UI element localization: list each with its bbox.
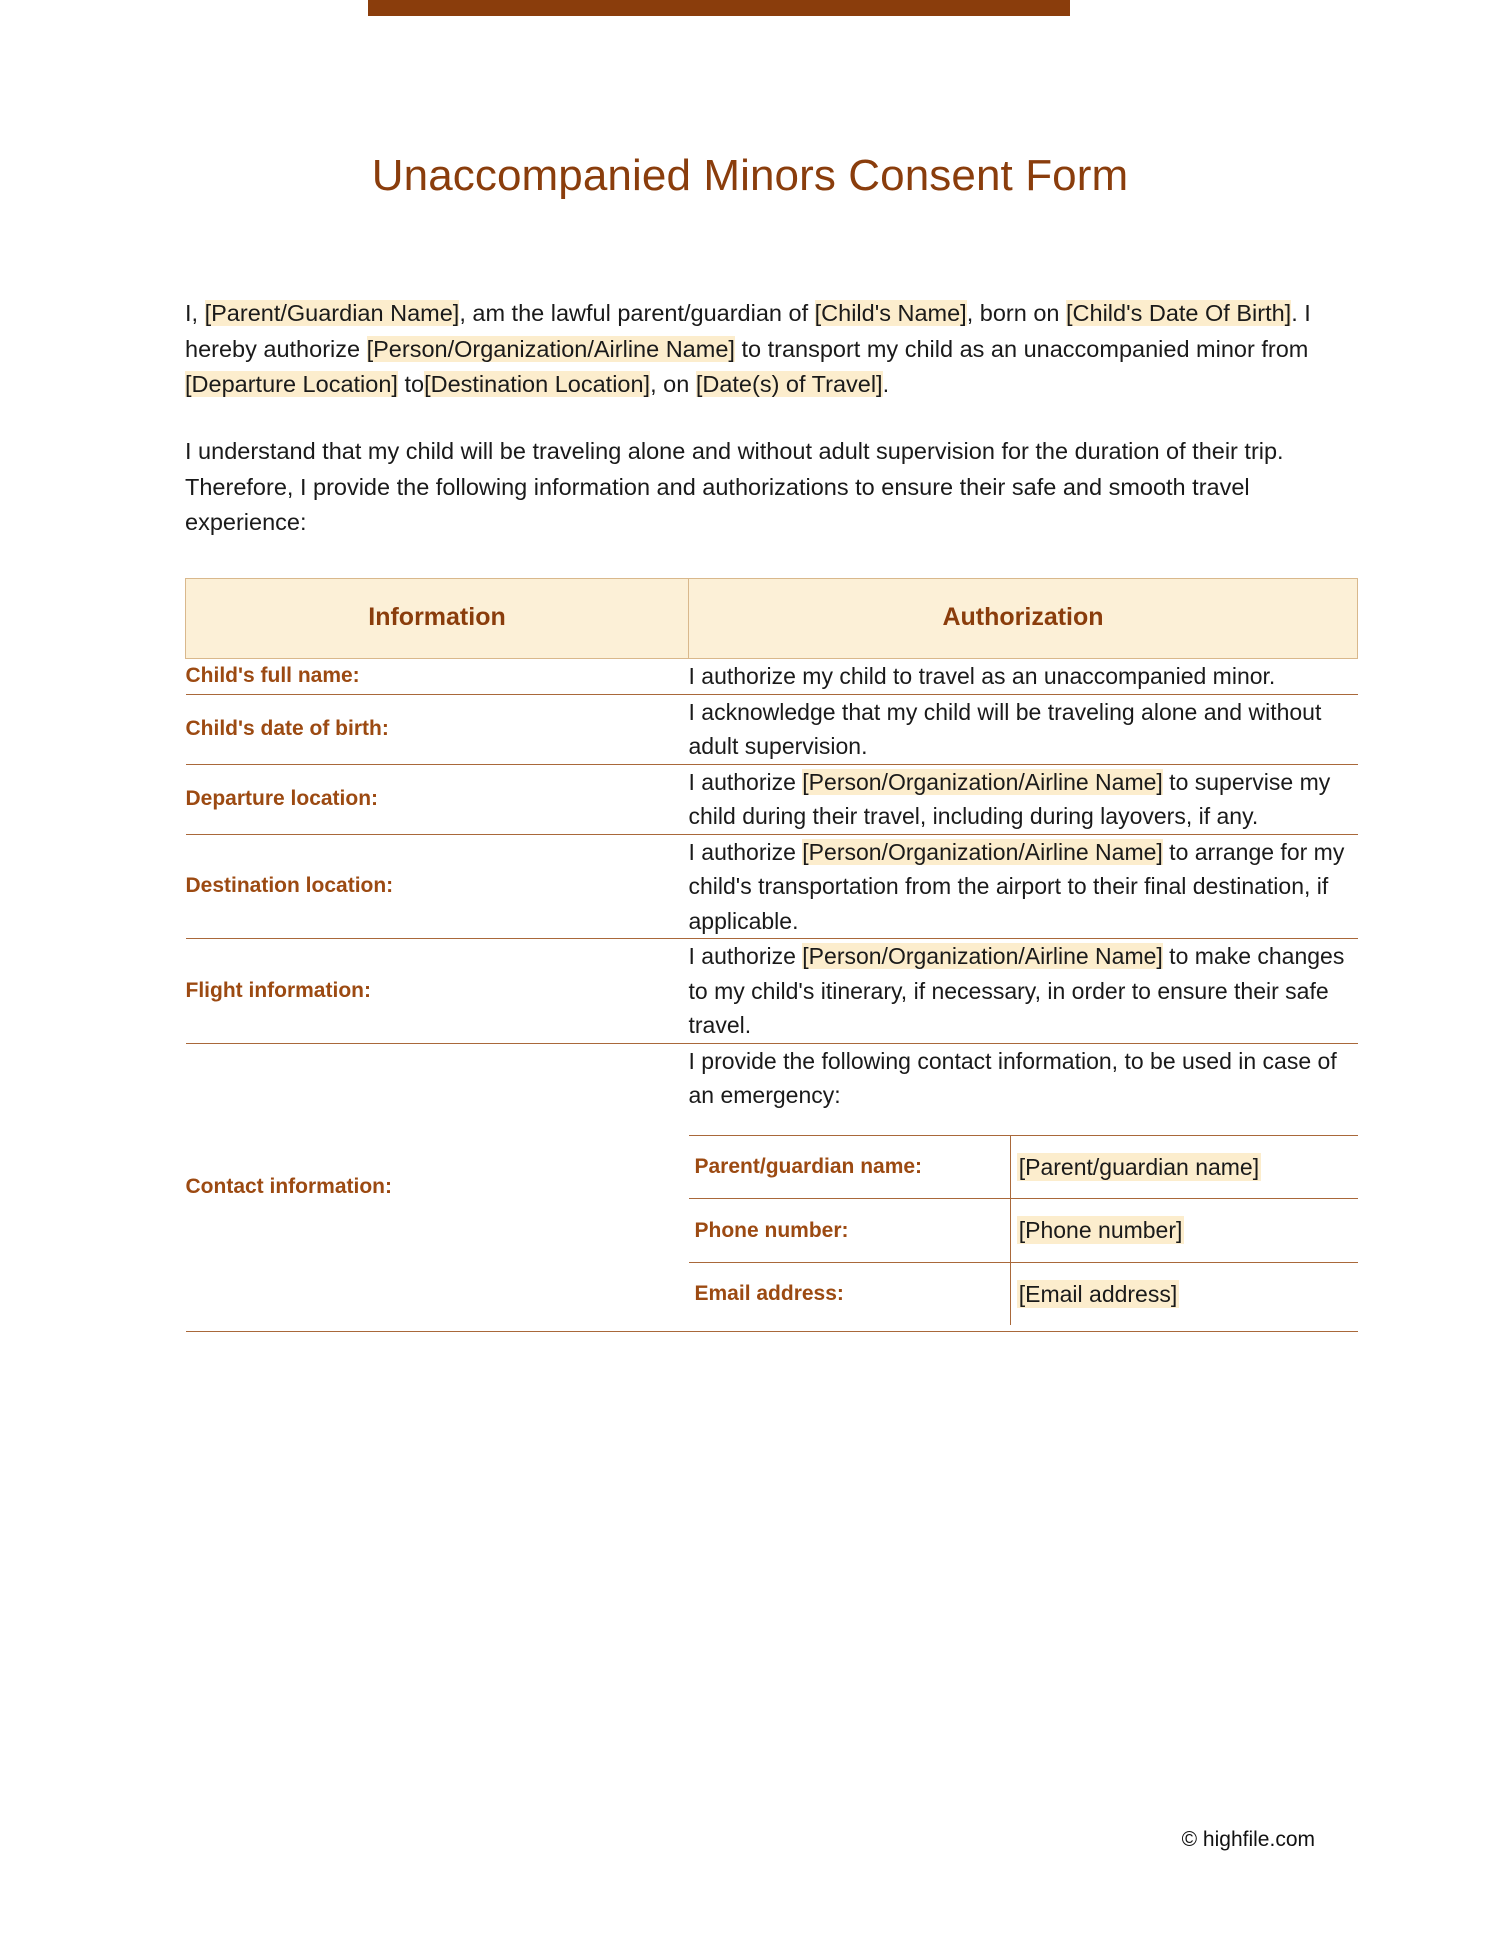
row-auth-departure-location	[689, 764, 1358, 834]
placeholder-parent-guardian-name[interactable]: [Parent/Guardian Name]	[204, 299, 460, 326]
contact-key-email-address: Email address:	[689, 1262, 1011, 1325]
auth-text-a: I acknowledge that my child will be traveling alone and without adult supervision.	[688, 698, 1322, 760]
row-auth-flight-information	[689, 939, 1358, 1044]
auth-text-a: I authorize my child to travel as an unaccompanied minor.	[688, 663, 1276, 690]
placeholder-childs-name[interactable]: [Child's Name]	[814, 299, 967, 326]
column-header-information: Information	[186, 579, 689, 659]
placeholder-airline-name-departure[interactable]: [Person/Organization/Airline Name]	[802, 768, 1163, 795]
table-row	[186, 694, 1358, 764]
contact-intro-text: I provide the following contact information, to be used in case of an emergency:	[688, 1047, 1337, 1109]
contact-key-parent-guardian-name: Parent/guardian name:	[689, 1135, 1011, 1199]
intro-text-3: , born on	[966, 299, 1066, 326]
table-row-contact-information	[186, 1043, 1358, 1332]
table-header-row	[186, 579, 1358, 659]
document-content	[185, 0, 1345, 1332]
placeholder-contact-email-address[interactable]: [Email address]	[1018, 1280, 1178, 1307]
intro-text-8: .	[882, 371, 890, 398]
page-title: Unaccompanied Minors Consent Form	[371, 151, 1129, 200]
row-auth-contact-information	[689, 1043, 1358, 1332]
contact-row-phone-number	[689, 1199, 1358, 1263]
contact-value-email-address	[1010, 1262, 1357, 1325]
intro-text-2: , am the lawful parent/guardian of	[459, 299, 815, 326]
footer-copyright: © highfile.com	[1181, 1828, 1315, 1851]
placeholder-childs-date-of-birth[interactable]: [Child's Date Of Birth]	[1066, 299, 1292, 326]
auth-text-b: to supervise my child during their travel, including during layovers, if any.	[688, 768, 1331, 830]
contact-details-subtable	[689, 1135, 1358, 1326]
table-row	[186, 764, 1358, 834]
authorization-table	[185, 578, 1358, 1332]
row-auth-destination-location	[689, 834, 1358, 939]
row-label-childs-date-of-birth: Child's date of birth:	[186, 694, 689, 764]
auth-text-a: I authorize	[688, 768, 803, 795]
placeholder-dates-of-travel[interactable]: [Date(s) of Travel]	[695, 371, 883, 398]
contact-subtable-body	[689, 1135, 1358, 1325]
row-label-flight-information: Flight information:	[186, 939, 689, 1044]
auth-text-b: to arrange for my child's transportation from the airport to their final destination, if applicable.	[688, 838, 1345, 934]
row-label-departure-location: Departure location:	[186, 764, 689, 834]
table-body	[186, 659, 1358, 1332]
contact-value-parent-guardian-name	[1010, 1135, 1357, 1199]
row-label-childs-full-name: Child's full name:	[186, 659, 689, 695]
intro-text-6: to	[397, 371, 425, 398]
intro-text-4: . I hereby authorize	[185, 299, 1311, 362]
row-label-contact-information: Contact information:	[186, 1043, 689, 1332]
row-label-destination-location: Destination location:	[186, 834, 689, 939]
table-row	[186, 834, 1358, 939]
placeholder-airline-name-destination[interactable]: [Person/Organization/Airline Name]	[802, 838, 1163, 865]
intro-text-5: to transport my child as an unaccompanied minor from	[734, 335, 1309, 362]
contact-key-phone-number: Phone number:	[689, 1199, 1011, 1263]
contact-row-parent-guardian-name	[689, 1135, 1358, 1199]
contact-row-email-address	[689, 1262, 1358, 1325]
row-auth-childs-full-name	[689, 659, 1358, 695]
contact-value-phone-number	[1010, 1199, 1357, 1263]
auth-text-b: to make changes to my child's itinerary, if necessary, in order to ensure their safe travel.	[688, 943, 1345, 1039]
placeholder-contact-phone-number[interactable]: [Phone number]	[1018, 1217, 1183, 1244]
intro-text-1: I,	[185, 299, 205, 326]
table-row	[186, 939, 1358, 1044]
intro-paragraph	[185, 296, 1315, 403]
placeholder-destination-location[interactable]: [Destination Location]	[424, 371, 651, 398]
placeholder-airline-name-flight[interactable]: [Person/Organization/Airline Name]	[802, 943, 1163, 970]
auth-text-a: I authorize	[688, 838, 803, 865]
placeholder-departure-location[interactable]: [Departure Location]	[185, 371, 398, 398]
placeholder-airline-name-intro[interactable]: [Person/Organization/Airline Name]	[366, 335, 735, 362]
table-row	[186, 659, 1358, 695]
row-auth-childs-date-of-birth	[689, 694, 1358, 764]
placeholder-contact-parent-guardian-name[interactable]: [Parent/guardian name]	[1018, 1153, 1260, 1180]
auth-text-a: I authorize	[688, 943, 803, 970]
intro-text-7: , on	[650, 371, 696, 398]
table-head	[186, 579, 1358, 659]
understanding-paragraph: I understand that my child will be traveling alone and without adult supervision for the duration of their trip. Therefore, I provide the following information and authorizations to ensure their safe and smooth travel experience:	[185, 437, 1284, 536]
column-header-authorization: Authorization	[689, 579, 1358, 659]
